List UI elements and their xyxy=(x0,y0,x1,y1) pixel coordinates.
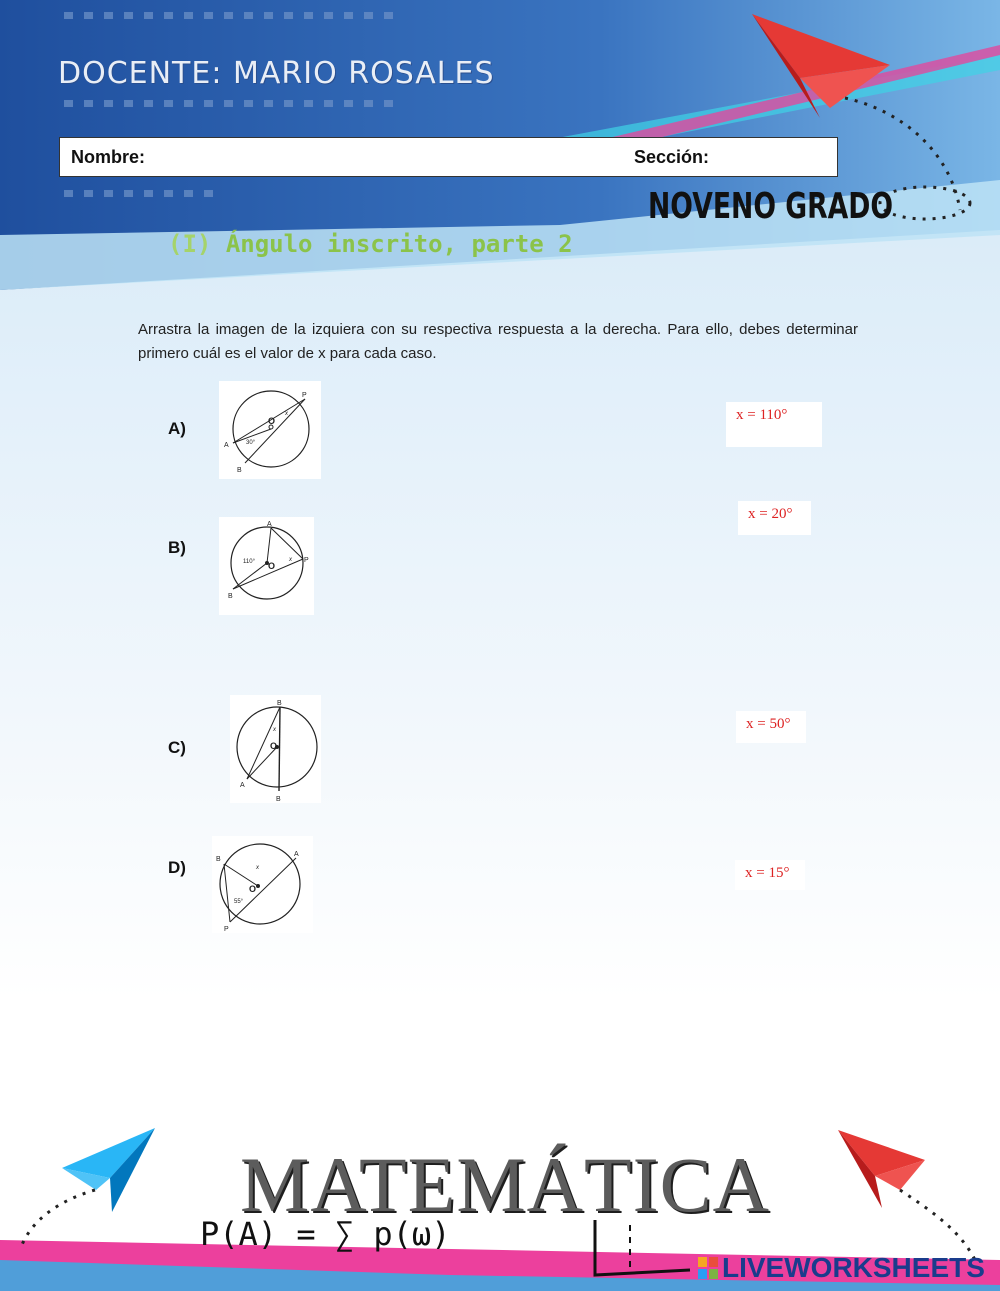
grade-label: NOVENO GRADO xyxy=(648,186,894,227)
answer-box-4[interactable] xyxy=(735,860,805,890)
fig-a-label-x: x xyxy=(285,411,288,417)
subject-banner: MATEMÁTICA xyxy=(240,1141,770,1228)
activity-number: (I) xyxy=(168,230,212,258)
activity-title xyxy=(168,230,573,258)
question-label-c: C) xyxy=(168,738,186,757)
fig-b-label-p: P xyxy=(304,557,309,564)
section-label: Sección: xyxy=(634,147,710,167)
fig-a-label-b: B xyxy=(237,467,242,474)
liveworksheets-logo xyxy=(698,1252,985,1284)
figure-d-draggable[interactable] xyxy=(212,836,313,933)
fig-a-label-angle: 30° xyxy=(246,440,256,446)
answer-text-2: x = 20° xyxy=(748,506,793,522)
figure-c-draggable[interactable] xyxy=(230,695,321,803)
fig-b-label-o: O xyxy=(268,561,276,571)
fig-b-label-b: B xyxy=(228,593,233,600)
name-label: Nombre: xyxy=(71,147,146,167)
answer-text-3: x = 50° xyxy=(746,716,791,732)
fig-d-label-p: P xyxy=(224,926,229,933)
footer-formula: P(A) = ∑ p(ω) xyxy=(200,1215,451,1253)
answer-text-1: x = 110° xyxy=(736,407,788,423)
liveworksheets-badge-icon xyxy=(698,1257,718,1279)
red-paper-plane-icon-footer xyxy=(838,1130,975,1260)
fig-c-label-a: A xyxy=(240,782,245,789)
fig-c-label-o: O xyxy=(270,741,278,751)
fig-b-label-x: x xyxy=(289,557,292,563)
fig-a-label-o: O xyxy=(268,416,276,426)
liveworksheets-text: LIVEWORKSHEETS xyxy=(722,1252,985,1283)
teacher-name: DOCENTE: MARIO ROSALES xyxy=(58,56,495,91)
fig-b-label-a: A xyxy=(267,521,272,528)
fig-b-label-angle: 110° xyxy=(243,559,255,565)
fig-d-label-x: x xyxy=(256,865,259,871)
blue-paper-plane-icon xyxy=(20,1128,155,1250)
name-section-box xyxy=(59,137,838,177)
fig-d-label-o: O xyxy=(249,884,257,894)
question-label-a: A) xyxy=(168,419,186,438)
question-label-d: D) xyxy=(168,858,186,877)
fig-a-label-a: A xyxy=(224,442,229,449)
fig-c-label-x: x xyxy=(273,727,276,733)
answer-box-3[interactable] xyxy=(736,711,806,743)
answer-box-2[interactable] xyxy=(738,501,811,535)
fig-d-label-a: A xyxy=(294,851,299,858)
fig-d-label-b: B xyxy=(216,856,221,863)
fig-d-label-angle: 55° xyxy=(234,899,244,905)
fig-c-label-b-top: B xyxy=(277,700,282,707)
instructions: Arrastra la imagen de la izquiera con su respectiva respuesta a la derecha. Para ello, debes determinar primero cuál es el valor de x para cada caso. xyxy=(138,321,858,362)
answer-box-1[interactable] xyxy=(726,402,822,447)
fig-c-label-b-bottom: B xyxy=(276,796,281,803)
answer-text-4: x = 15° xyxy=(745,865,790,881)
fig-a-label-p: P xyxy=(302,392,307,399)
figure-a-draggable[interactable] xyxy=(219,381,321,479)
figure-b-draggable[interactable] xyxy=(219,517,314,615)
question-label-b: B) xyxy=(168,538,186,557)
activity-title-text: Ángulo inscrito, parte 2 xyxy=(225,230,573,258)
